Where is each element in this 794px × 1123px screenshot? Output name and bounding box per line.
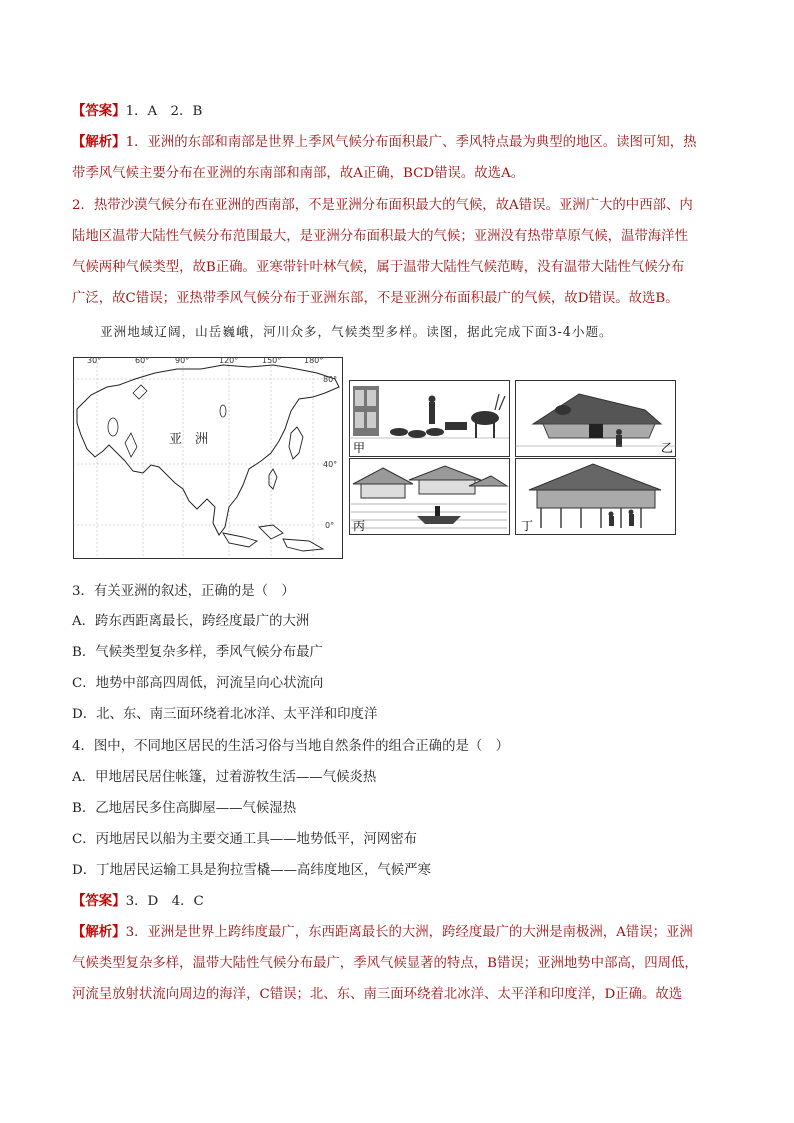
lat-label: 0° [325,521,335,530]
question-intro: 亚洲地域辽阔，山岳巍峨，河川众多，气候类型多样。读图，据此完成下面3-4小题。 [100,324,613,339]
analysis-line [72,133,732,152]
question-4-option-a: A．甲地居民居住帐篷，过着游牧生活——气候炎热 [72,770,377,785]
lon-label: 30° [87,357,102,365]
analysis-line: 陆地区温带大陆性气候分布范围最大，是亚洲分布面积最大的气候；亚洲没有热带草原气候，温带海洋性 [72,229,688,244]
question-3-option-b: B．气候类型复杂多样，季风气候分布最广 [72,645,323,660]
analysis-line: 带季风气候主要分布在亚洲的东南部和南部，故A正确，BCD错误。故选A。 [72,166,525,181]
analysis-tag: 【解析】 [72,134,126,150]
panel-yi [515,381,676,457]
answer-line-2 [72,892,732,911]
lat-label: 80° [323,375,338,384]
analysis-line: 气候类型复杂多样，温带大陆性气候分布最广，季风气候显著的特点，B错误；亚洲地势中部高，四周低， [72,956,698,971]
analysis-line [72,923,732,942]
analysis-tag: 【解析】 [72,924,126,940]
continent-label: 亚 洲 [169,432,209,447]
answer-tag: 【答案】 [72,103,126,119]
question-4-option-c: C．丙地居民以船为主要交通工具——地势低平，河网密布 [72,832,418,847]
lon-label: 180° [304,357,324,365]
panel-jia [349,381,510,457]
answer-text: 1．A 2．B [125,104,203,119]
lifestyle-illustrations [349,380,677,535]
analysis-text: 3．亚洲是世界上跨纬度最广，东西距离最长的大洲，跨经度最广的大洲是南极洲，A错误；亚洲 [125,925,693,940]
analysis-line: 2．热带沙漠气候分布在亚洲的西南部，不是亚洲分布面积最大的气候，故A错误。亚洲广大的中西部、内 [72,198,693,213]
answer-tag: 【答案】 [72,893,126,909]
panel-ding [516,459,676,535]
analysis-line: 广泛，故C错误；亚热带季风气候分布于亚洲东部，不是亚洲分布面积最广的气候，故D错误。故选B。 [72,291,679,306]
question-3-stem: 3．有关亚洲的叙述，正确的是（ ） [72,584,295,599]
analysis-text: 1．亚洲的东部和南部是世界上季风气候分布面积最广、季风特点最为典型的地区。读图可知，热 [125,135,697,150]
answer-line-1 [72,102,732,121]
panel-label: 甲 [353,441,366,455]
panel-bing [350,459,510,535]
analysis-line: 河流呈放射状流向周边的海洋，C错误；北、东、南三面环绕着北冰洋、太平洋和印度洋，D正确。故选 [72,987,683,1002]
lon-label: 120° [219,357,239,365]
question-4-option-d: D．丁地居民运输工具是狗拉雪橇——高纬度地区，气候严寒 [72,863,431,878]
panel-label: 丁 [521,519,534,533]
lon-label: 60° [135,357,150,365]
panel-label: 丙 [353,519,366,533]
asia-map [73,357,343,559]
question-3-option-a: A．跨东西距离最长，跨经度最广的大洲 [72,614,310,629]
question-3-option-c: C．地势中部高四周低，河流呈向心状流向 [72,676,324,691]
panel-label: 乙 [661,441,674,455]
lat-label: 40° [323,460,338,469]
lon-label: 150° [262,357,282,365]
question-4-stem: 4．图中，不同地区居民的生活习俗与当地自然条件的组合正确的是（ ） [72,739,510,754]
analysis-line: 气候两种气候类型，故B正确。亚寒带针叶林气候，属于温带大陆性气候范畴，没有温带大陆性气候分布 [72,260,685,275]
answer-text: 3．D 4．C [125,894,204,909]
question-4-option-b: B．乙地居民多住高脚屋——气候湿热 [72,801,297,816]
question-3-option-d: D．北、东、南三面环绕着北冰洋、太平洋和印度洋 [72,707,378,722]
lon-label: 90° [175,357,190,365]
